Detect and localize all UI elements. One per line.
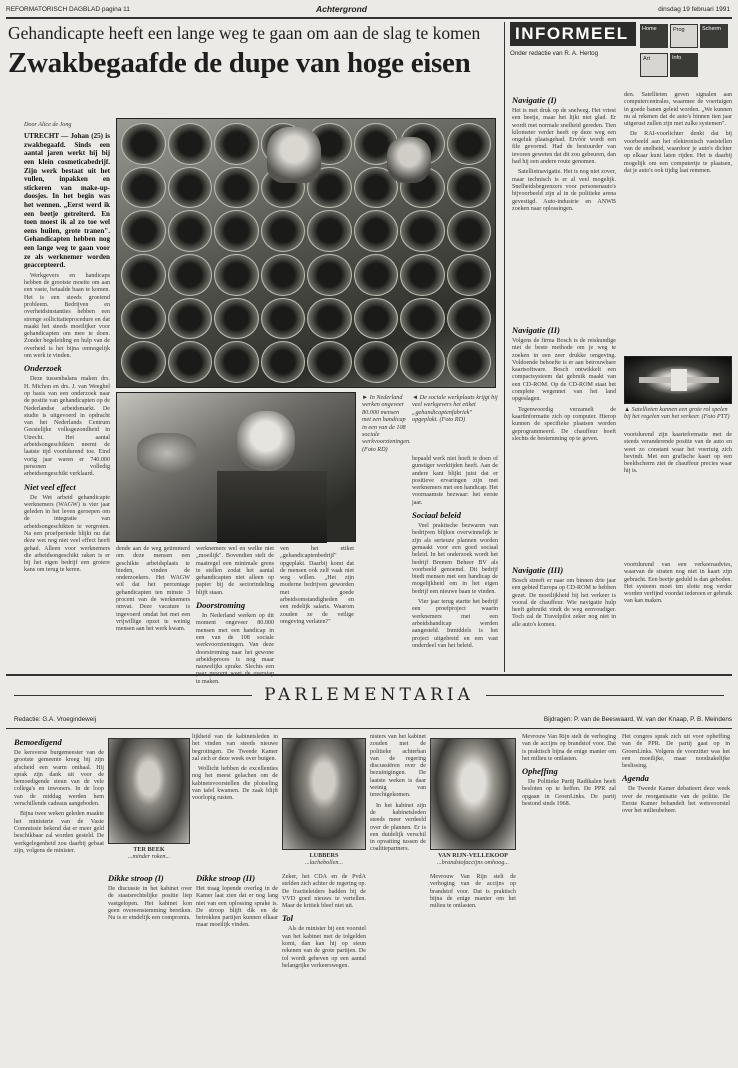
informeel-subtitle: Onder redactie van R. A. Hertog [510, 50, 599, 57]
informeel-column-2 [624, 92, 732, 352]
subhead-bemoedigend: Bemoedigend [14, 737, 62, 747]
informeel-title: INFORMEEL [510, 22, 636, 46]
paragraph: bepaald werk niet hoeft te doen of gunstiger werktijden heeft. Aan de andere kant blijkt juist dat er positieve ervaringen zijn met werknemers met een handicap. Het voornaamste bezwaar: het eerste jaar. [412, 456, 498, 506]
parlementaria-column-5 [282, 874, 366, 1060]
subhead-tol: Tol [282, 913, 294, 924]
article-byline: Door Alice de Jong [24, 122, 72, 128]
portrait-ter-beek [108, 738, 190, 844]
parlementaria-contributors: Bijdragen: P. van de Beeswaard, W. van der Knaap, P. B. Meindens [543, 716, 732, 723]
paragraph: De Tweede Kamer debatteert deze week over de reorganisatie van de politie. De Eerste Kamer behandelt het wetsvoorstel over het milieubeheer. [622, 786, 730, 815]
banner-line-left [14, 695, 252, 696]
paragraph: Veel praktische bezwaren van bedrijven blijken overwinnelijk te zijn als serieuze plannen worden gemaakt voor een goed sociaal beleid. In het onderzoek wordt het bedrijf Bremen Beheer BV als voorbeeld genoemd. Dit bedrijf biedt mensen met een handicap de mogelijkheid om in het eigen bedrijf een nieuwe baan te vinden. [412, 523, 498, 595]
paragraph: lijkheid van de kabinetsleden in het vinden van steeds nieuwe begrotingen. De Tweede Kamer zal zich er deze week over buigen. [192, 734, 278, 762]
banner-line-right [486, 695, 724, 696]
paragraph: Vier jaar terug startte het bedrijf een proefproject waarin werknemers met een arbeidshandicap werden aangesteld. Inmiddels is het project uitgebreid en een vast onderdeel van het beleid. [412, 599, 498, 649]
paragraph: Volgens de firma Bosch is de reiskundige niet de beste methode om je weg te zoeken in een zeer drukke omgeving. Voldoende behoefte is er aan betrouwbare kaartsoftware. Bosch ontwikkelt een compactsysteem dat gebruik maakt van een CD-ROM. Op de CD-ROM staat het complete wegennet van het land opgeslagen. [512, 338, 616, 403]
column-divider [504, 22, 505, 672]
informeel-icon-panel [640, 24, 732, 80]
portrait-name: LUBBERS [309, 852, 339, 859]
subhead-opheffing: Opheffing [522, 766, 558, 777]
subhead-sociaal-beleid: Sociaal beleid [412, 510, 461, 521]
informeel-masthead [510, 22, 636, 62]
paragraph: Deze tussenbalans maken drs. H. Michon en drs. J. van Weeghel op basis van een onderzoek naar de positie van gehandicapten op de Nederlandse arbeidsmarkt. De studie is uitgevoerd in opdracht van het Nederlands Centrum Geestelijke volksgezondheid in Utrecht. Het aantal arbeidsongeschikten neemt de laatste tijd voortdurend toe. Eind vorig jaar waren er 740.000 personen volledig arbeidsongeschikt verklaard. [24, 376, 110, 478]
issue-date: dinsdag 19 februari 1991 [658, 6, 730, 13]
paragraph: Als de minister bij een voorstel van het kabinet met de tolgelden komt, dan kan hij op steun rekenen van de grote partijen. De tol wordt geheven op een aantal belangrijke verkeerswegen. [282, 926, 366, 969]
parlementaria-column-9 [622, 734, 730, 1060]
parlementaria-editor: Redactie: G.A. Vroegindeweij [14, 716, 97, 723]
paragraph: De discussie in het kabinet over de staatsrechtelijke positie liep vastgelopen. Het kabinet kon geen overeenstemming bereiken. Nu is er eindelijk een compromis. [108, 886, 192, 922]
paragraph: nisters van het kabinet zouden met de politieke achterban van de regering discussiëren over de bezuinigingen. De laatste weken is daar weinig van terechtgekomen. [370, 734, 426, 799]
paragraph: Mevrouw Van Rijn stelt de verhoging van de accijns op brandstof voor. Dat is praktisch bijna de enige manier om het milieu te ontlasten. [522, 734, 616, 762]
worker-portrait [237, 411, 295, 471]
photo-workshop-tubes [116, 118, 496, 388]
header-rule [6, 17, 732, 19]
paragraph: den. Satellieten geven signalen aan computercentrales, waarmee de voertuigen in goede banen geleid worden. „We kunnen nu al rekenen dat de auto's binnen tien jaar uitgerust zullen zijn met zulke systemen". [624, 92, 732, 128]
subhead-navigatie-3: Navigatie (III) [512, 565, 564, 575]
portrait-quote: ...minder roken... [127, 853, 171, 861]
portrait-van-rijn-vellekoop [430, 738, 516, 850]
parlementaria-banner [14, 678, 724, 712]
caption-marker-icon: ► [362, 394, 370, 401]
informeel-column-6 [624, 562, 732, 668]
section-rule [6, 674, 732, 676]
informeel-column-4 [624, 432, 732, 556]
subhead-onderzoek: Onderzoek [24, 363, 62, 374]
paragraph: ven het etiket „gehandicaptenbedrijf" opgeplakt. Daarbij komt dat de mensen ook zelf vaak niet weg willen. „Het zijn moderne bedrijven geworden met goede arbeidsomstandigheden en een redelijk salaris. Waarom zouden ze de veilige omgeving verlaten?" [280, 546, 354, 625]
paragraph: werknemers wel en welke niet „moeilijk". Bovendien stelt de maatregel een minimale grens te stellen zodat het aantal gehandicapten niet alleen op papier bij de sectorindeling blijft staan. [196, 546, 274, 596]
paragraph: De RAI-voorlichter denkt dat bij voorbeeld aan het elektronisch vaststellen van de snelheid, waardoor je auto's dichter op elkaar kunt laten rijden. Het is daarbij mogelijk om een computertje te plaatsen, dat je auto's ook tijdig laat remmen. [624, 131, 732, 174]
parlementaria-column-3 [108, 870, 192, 1060]
photo-workplace-worker [116, 392, 356, 542]
program-icon: Prog [670, 24, 698, 48]
portrait-quote: ...lachebollen... [304, 859, 344, 867]
parlementaria-column-1 [14, 734, 104, 1060]
portrait-caption-2 [282, 852, 366, 870]
paragraph: Satellietnavigatie. Het is nog niet zover, maar technisch is er al veel mogelijk. Snelheidsbegrenzers voor personenauto's bijvoorbeeld zijn al in de politieke arena gevestigd. Auto-industrie en ANWB zoeken naar oplossingen. [512, 169, 616, 212]
paragraph: In het kabinet zijn de kabinetsleden steeds meer verdeeld over de plannen. Er is een duidelijk verschil in opvatting tussen de coalitiepartners. [370, 802, 426, 853]
paragraph: Het congres sprak zich uit voor opheffing van de PPR. De partij gaat op in GroenLinks. Volgens de voorzitter was het een moeilijke, maar noodzakelijke beslissing. [622, 734, 730, 770]
article-column-1 [24, 122, 110, 600]
paragraph: Tegenwoordig verzamelt de kaartinformatie zich op computer. Hierop kunnen de specifieke plaatsen worden geprogrammeerd. De chauffeur hoeft slechts de bestemming op te geven. [512, 406, 616, 442]
subhead-agenda: Agenda [622, 773, 649, 784]
parlementaria-column-2 [192, 734, 278, 864]
subhead-dikke-stroop-1: Dikke stroop (I) [108, 873, 164, 883]
paragraph: Zeker, het CDA en de PvdA stelden zich achter de regering op. De fractieleiders hadden bij de VVD goed nieuws te vertellen. Maar de kritiek bleef niet uit. [282, 874, 366, 910]
parlementaria-title: PARLEMENTARIA [264, 685, 474, 705]
paragraph: Werkgevers en handicaps hebben de grootste moeite om aan een vaste, betaalde baan te komen. Het is een steeds groeiend probleem. Bedrijven en overheidsinstanties hebben een strenge sollicitatieprocedure en dat maakt het steeds moeilijker voor gehandicapten om mee te doen. Zonder begeleiding en hulp van de overheid is het bijna onmogelijk om werk te vinden. [24, 272, 110, 360]
portrait-name: VAN RIJN-VELLEKOOP [438, 852, 508, 859]
subhead-niet-veel-effect: Niet veel effect [24, 481, 76, 492]
info-icon: Info [670, 53, 698, 77]
article-column-5 [412, 456, 498, 668]
subhead-navigatie-2: Navigatie (II) [512, 325, 560, 335]
article-column-2 [116, 546, 190, 666]
parlementaria-column-7 [430, 874, 516, 1060]
paragraph: Wollicht hebben de excellenties nog het meest gelachen om de kabinetsvoorstellen die plotseling van tafel kwamen. De zaak blijft voorlopig rusten. [192, 766, 278, 802]
worker-figure [387, 137, 431, 183]
paper-name: REFORMATORISCH DAGBLAD pagina 11 [6, 6, 130, 13]
photo-caption-2: ◄ De sociale werkplaats krijgt bij veel werkgevers het etiket „gehandicaptenfabriek" opgeplakt. (Foto RD) [412, 394, 498, 424]
paragraph: In Nederland werken op dit moment ongeveer 80.000 mensen met een handicap in een van de 108 sociale werkvoorzieningen. Van deze doorstroming naar het gewone arbeidsproces is nog maar nauwelijks sprake. Slechts een te maken. [196, 613, 274, 685]
paragraph: Het traag lopende overleg in de Kamer laat zien dat er nog lang niet van een oplossing sprake is. De stroop blijft dik en de betrokken partijen kunnen elkaar maar moeilijk vinden. [196, 886, 278, 929]
portrait-lubbers [282, 738, 366, 850]
subhead-doorstroming: Doorstroming [196, 600, 246, 611]
worker-body [217, 471, 327, 543]
article-kicker: Gehandicapte heeft een lange weg te gaan om aan de slag te komen [8, 23, 481, 43]
paragraph: Bijna twee weken geleden maakte het ministerie van de Vaste Commissie bekend dat er meer geld beschikbaar zal worden gesteld. De werkgelegenheid zou daarbij gebaat zijn, volgens de minister. [14, 811, 104, 854]
informeel-column-1 [512, 92, 616, 360]
article-lead: UTRECHT — Johan (25) is zwakbegaafd. Sinds een aantal jaren werkt hij bij een klein cosmeticabedrijf. Zijn werk bestaat uit het vullen, inpakken en stickeren van make-up-doosjes. In het begin was het wennen. „Eerst werd ik een beetje getreiterd. En toen moest ik al zo toe wel eens huilen, grote tranen". Gehandicapten hebben nog een lange weg te gaan voor ze als werknemer worden geaccepteerd. [24, 132, 110, 270]
article-column-4 [280, 546, 354, 666]
background-worker [137, 433, 197, 473]
portrait-caption-1 [108, 846, 190, 864]
paragraph: dende aan de weg getimmerd om deze mensen een geschikte arbeidsplaats te bieden, vinden de onderzoekers. Het WAGW wil dat het percentage gehandicapten ten minste 3 procent van de werknemers omvat. Deze vacature is ingevoerd omdat het met een vrijwillige opzet te weinig mensen aan het werk kwam. [116, 546, 190, 633]
photo-satellite [624, 356, 732, 404]
paragraph: De kersverse burgemeester van de grootste gemeente kreeg bij zijn afscheid een warm onthaal. Hij sprak zijn dank uit voor de bemoedigende steun van de vele collega's en inwoners. In de loop van de middag werden hem verschillende cadeaus aangeboden. [14, 750, 104, 808]
paragraph: De Wet arbeid gehandicapte werknemers (WAGW) is vier jaar geleden in het leven geroepen om de integratie van arbeidsongeschikten te vergroten. Na een proefperiode blijkt nu dat deze wet nog niet veel effect heeft gehad. Alleen voor werknemers die arbeidsongeschikt raken is er bij het eigen bedrijf een grotere kans om terug te keren. [24, 494, 110, 574]
informeel-column-5 [512, 562, 616, 668]
satellite-body [671, 369, 687, 391]
home-icon: Home [640, 24, 668, 48]
portrait-quote: ...brandstofaccijns omhoog... [436, 859, 509, 867]
section-rule [6, 728, 732, 729]
caption-marker-icon: ◄ [412, 394, 420, 401]
informeel-column-3 [512, 322, 616, 560]
screen-icon: Scherm [700, 24, 728, 48]
paragraph: voortdurend zijn kaarteformatie met de steeds veranderende positie van de auto en weet zo constant waar het voertuig zich bevindt. Met een grafische kaart op een beeldscherm ziet de chauffeur precies waar hij is. [624, 432, 732, 475]
subhead-navigatie-1: Navigatie (I) [512, 95, 557, 105]
paragraph: Bosch streeft er naar om binnen drie jaar een gebied Europa op CD-ROM te hebben gezet. De moeilijkheid bij het verkeer is vooral de chauffeur. Wie navigatie hulp heeft gebruikt vindt de weg eenvoudiger. Toch zal de Travelpilot zeker nog niet in alle auto's komen. [512, 578, 616, 628]
satellite-caption: ▲ Satellieten kunnen een grote rol spelen bij het regelen van het verkeer. (Foto PTT) [624, 406, 730, 421]
worker-figure [267, 127, 321, 183]
article-column-3 [196, 546, 274, 685]
section-name: Achtergrond [316, 4, 367, 14]
paragraph: De Politieke Partij Radikalen heeft besloten op te heffen. De PPR zal opgaan in GroenLinks. De partij bestond sinds 1968. [522, 779, 616, 808]
portrait-name: TER BEEK [133, 846, 165, 853]
caption-marker-icon: ▲ [624, 406, 632, 413]
photo-caption-1: ► In Nederland werken ongeveer 80.000 mensen met een handicap in een van de 108 sociale werkvoorzieningen. (Foto RD) [362, 394, 411, 453]
paragraph: Mevrouw Van Rijn stelt de verhoging van de accijns op brandstof voor. Dat is praktisch bijna de enige manier om het milieu te ontlasten. [430, 874, 516, 910]
portrait-caption-3 [428, 852, 518, 870]
art-icon: Art [640, 53, 668, 77]
parlementaria-column-6 [370, 734, 426, 1060]
parlementaria-column-8 [522, 734, 616, 1060]
paragraph: voortdurend van een verkeersadvies, waarvan de straten nog niet in kaart zijn gebracht. Een beetje geduld is dan geboden. Het systeem moet ten slotte nog verder worden verfijnd voordat iedereen er gebruik van kan maken. [624, 562, 732, 605]
parlementaria-column-4 [196, 870, 278, 1060]
subhead-dikke-stroop-2: Dikke stroop (II) [196, 873, 256, 883]
paragraph: Het is met druk op de snelweg. Het vriest een beetje, maar het lijkt niet glad. Er wordt met normale snelheid gereden. Tien kilometer verder heeft op deze weg een ongeluk plaatsgehad. Ervóór wordt een file gevormd. Had de bestuurder van tevoren geweten dat dit zou gebeuren, dan had hij een andere route genomen. [512, 108, 616, 166]
article-headline: Zwakbegaafde de dupe van hoge eisen [8, 47, 471, 79]
